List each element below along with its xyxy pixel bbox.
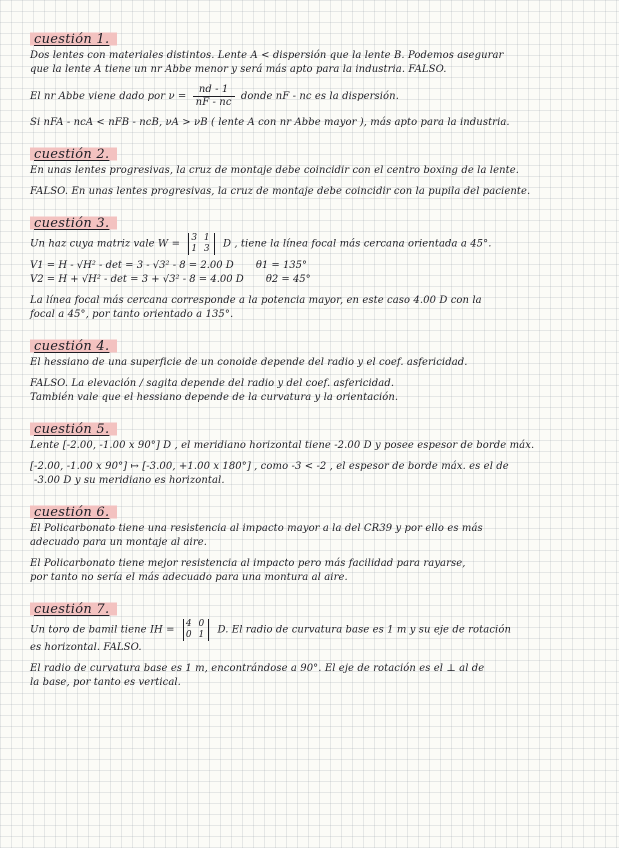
question-4 (30, 335, 600, 405)
question-1-title: cuestión 1. (30, 31, 117, 47)
question-6 (30, 501, 600, 585)
question-1-line: Dos lentes con materiales distintos. Lente A < dispersión que la lente B. Podemos asegurar (30, 50, 504, 61)
question-1-conclusion: Si nFA - ncA < nFB - ncB, νA > νB ( lente A con nr Abbe mayor ), más apto para la industria. (30, 117, 510, 128)
question-1-line: que la lente A tiene un nr Abbe menor y será más apto para la industria. FALSO. (30, 64, 447, 75)
question-3 (30, 212, 600, 322)
question-3-title: cuestión 3. (30, 215, 117, 231)
question-3-statement: Un haz cuya matriz vale W = 3 1 1 3 D , tiene la línea focal más cercana orientada a 45°. (30, 233, 492, 254)
question-4-title: cuestión 4. (30, 338, 117, 354)
question-7-statement: es horizontal. FALSO. (30, 642, 142, 653)
question-2-answer: FALSO. En unas lentes progresivas, la cruz de montaje debe coincidir con la pupila del paciente. (30, 186, 531, 197)
v1-formula: V1 = H - √H² - det = 3 - √3² - 8 = 2.00 D θ1 = 135° (30, 260, 308, 271)
v2-formula: V2 = H + √H² - det = 3 + √3² - 8 = 4.00 D θ2 = 45° (30, 274, 311, 285)
abbe-fraction: $\frac{nd - 1}{nF - nc}$ (193, 84, 235, 109)
question-7-answer: la base, por tanto es vertical. (30, 677, 181, 688)
question-6-title: cuestión 6. (30, 504, 117, 520)
question-4-answer: También vale que el hessiano depende de la curvatura y la orientación. (30, 392, 399, 403)
question-6-answer: por tanto no sería el más adecuado para una montura al aire. (30, 572, 348, 583)
question-2-title: cuestión 2. (30, 146, 117, 162)
question-4-answer: FALSO. La elevación / sagita depende del radio y del coef. asfericidad. (30, 378, 395, 389)
question-7-title: cuestión 7. (30, 601, 117, 617)
power-matrix: 3 1 1 3 (186, 233, 216, 255)
question-7 (30, 598, 600, 690)
question-6-answer: El Policarbonato tiene mejor resistencia al impacto pero más facilidad para rayarse, (30, 558, 466, 569)
question-7-answer: El radio de curvatura base es 1 m, encontrándose a 90°. El eje de rotación es el ⊥ al de (30, 663, 485, 674)
question-5-title: cuestión 5. (30, 421, 117, 437)
question-7-statement: Un toro de bamil tiene IH = 4 0 0 1 D. El radio de curvatura base es 1 m y su eje de rotación (30, 619, 511, 640)
question-2-statement: En unas lentes progresivas, la cruz de montaje debe coincidir con el centro boxing de la lente. (30, 165, 520, 176)
question-1 (30, 28, 600, 130)
question-2 (30, 143, 600, 199)
question-4-statement: El hessiano de una superficie de un conoide depende del radio y el coef. asfericidad. (30, 357, 468, 368)
question-6-statement: El Policarbonato tiene una resistencia al impacto mayor a la del CR39 y por ello es más (30, 523, 483, 534)
question-3-conclusion: focal a 45°, por tanto orientado a 135°. (30, 309, 234, 320)
abbe-formula: El nr Abbe viene dado por ν = $\frac{nd - 1}{nF - nc}$ donde nF - nc es la dispersión. (30, 84, 399, 108)
question-5-statement: Lente [-2.00, -1.00 x 90°] D , el meridiano horizontal tiene -2.00 D y posee espesor de borde máx. (30, 440, 535, 451)
question-3-conclusion: La línea focal más cercana corresponde a la potencia mayor, en este caso 4.00 D con la (30, 295, 482, 306)
question-5-answer: -3.00 D y su meridiano es horizontal. (34, 475, 225, 486)
toric-matrix: 4 0 0 1 (181, 619, 211, 641)
question-5 (30, 418, 600, 488)
question-6-statement: adecuado para un montaje al aire. (30, 537, 208, 548)
question-5-answer: [-2.00, -1.00 x 90°] ↦ [-3.00, +1.00 x 180°] , como -3 < -2 , el espesor de borde máx. es el de (30, 461, 509, 472)
notes-content (30, 28, 600, 703)
